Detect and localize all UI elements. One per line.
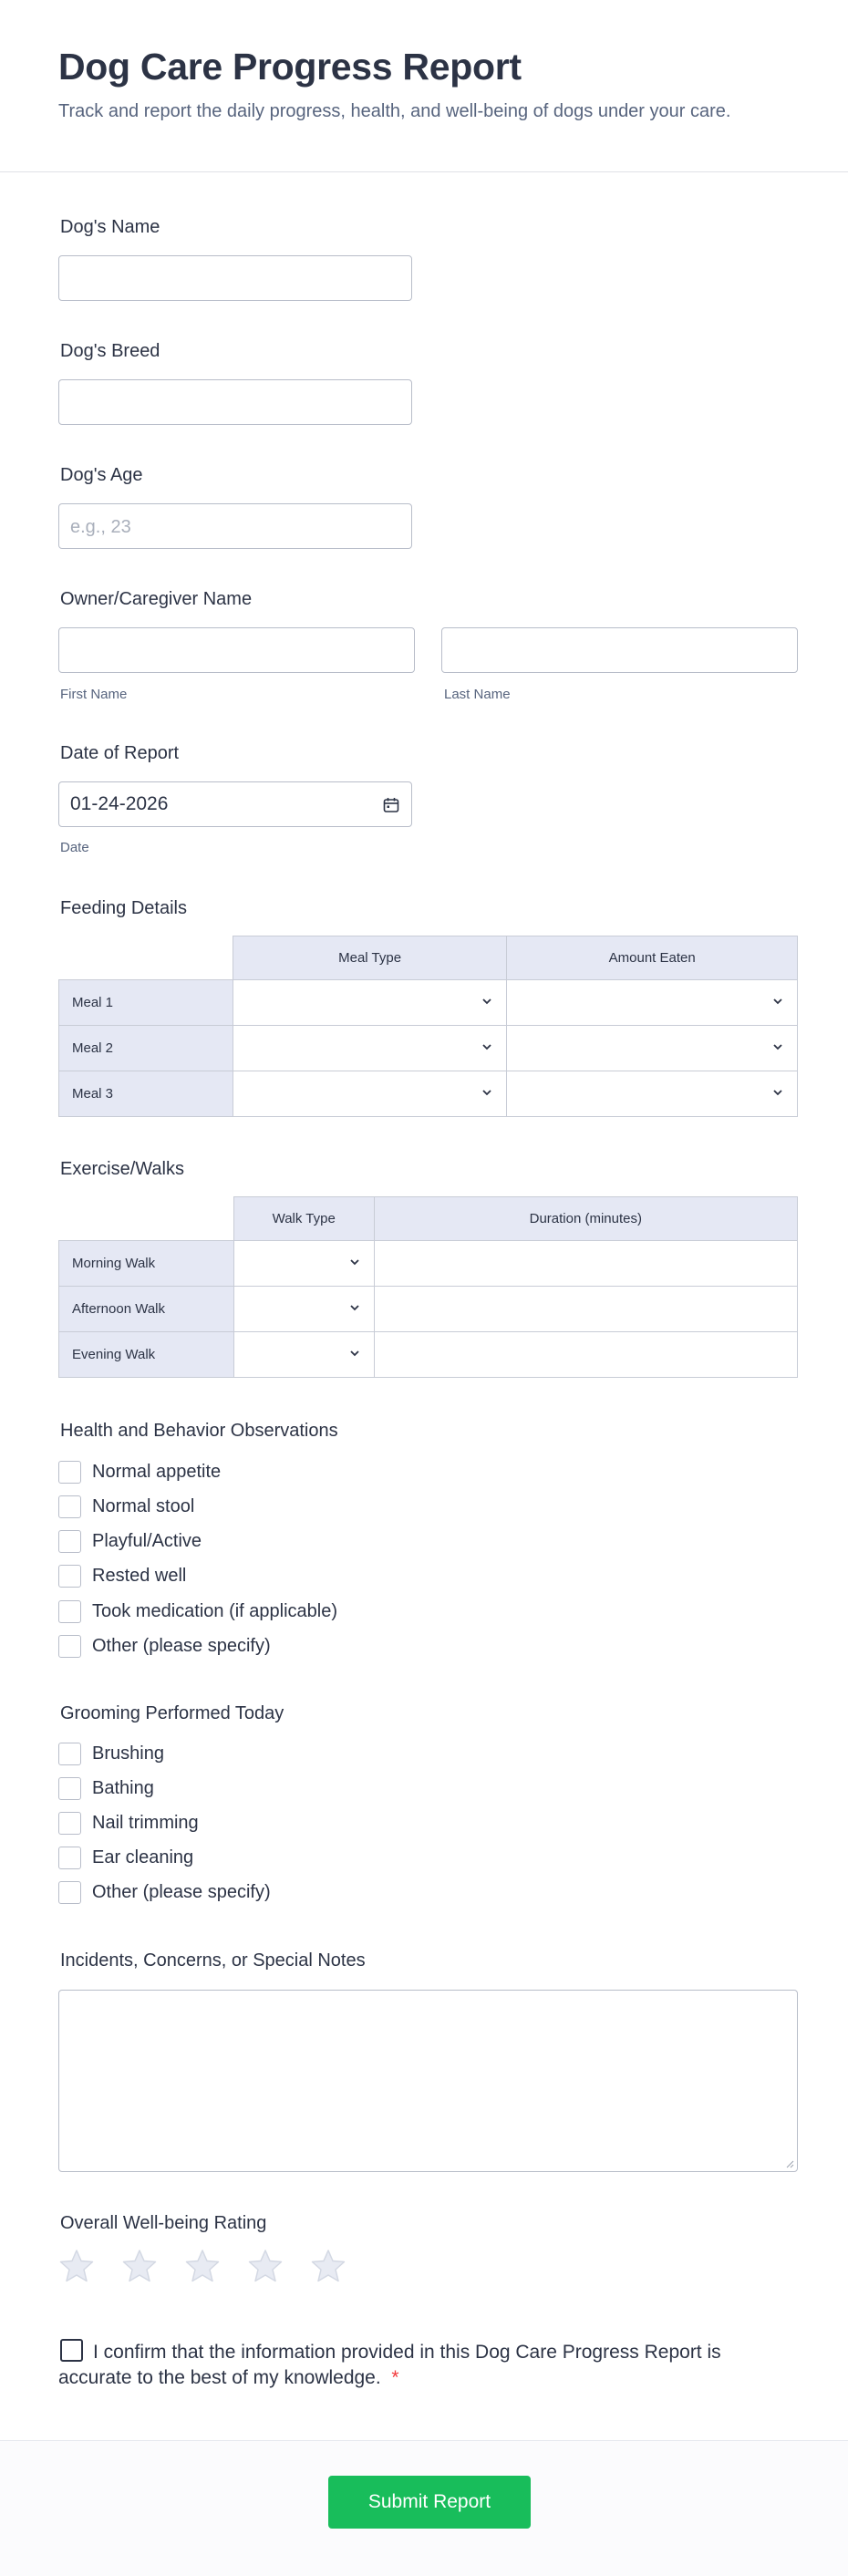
- report-date-input[interactable]: [58, 781, 412, 827]
- amount-eaten-select[interactable]: [507, 980, 798, 1026]
- walk-type-select[interactable]: [233, 1241, 374, 1287]
- amount-eaten-select[interactable]: [507, 1026, 798, 1071]
- checkbox[interactable]: [58, 1635, 81, 1658]
- chevron-down-icon: [481, 1086, 493, 1099]
- report-date-sublabel: Date: [60, 840, 89, 855]
- star-icon[interactable]: [247, 2248, 284, 2284]
- chevron-down-icon: [481, 995, 493, 1008]
- owner-name-label: Owner/Caregiver Name: [60, 589, 253, 609]
- chevron-down-icon: [771, 995, 784, 1008]
- checkbox[interactable]: [58, 1461, 81, 1484]
- checkbox[interactable]: [58, 1881, 81, 1904]
- chevron-down-icon: [481, 1040, 493, 1053]
- feeding-row-label: Meal 1: [59, 980, 233, 1026]
- exercise-col-duration: Duration (minutes): [374, 1197, 797, 1241]
- submit-button[interactable]: Submit Report: [328, 2476, 531, 2529]
- chevron-down-icon: [348, 1256, 361, 1268]
- star-icon[interactable]: [121, 2248, 158, 2284]
- feeding-table: [58, 936, 798, 1117]
- feeding-col-amount-eaten: Amount Eaten: [507, 936, 798, 980]
- exercise-label: Exercise/Walks: [60, 1159, 184, 1179]
- star-icon[interactable]: [184, 2248, 221, 2284]
- dog-breed-label: Dog's Breed: [60, 341, 160, 361]
- rating-label: Overall Well-being Rating: [60, 2213, 267, 2233]
- page-title: Dog Care Progress Report: [58, 46, 522, 88]
- meal-type-select[interactable]: [233, 980, 507, 1026]
- checkbox[interactable]: [58, 1530, 81, 1553]
- exercise-row-label: Afternoon Walk: [59, 1287, 234, 1332]
- star-icon[interactable]: [310, 2248, 346, 2284]
- duration-input[interactable]: [374, 1241, 797, 1287]
- exercise-row-label: Morning Walk: [59, 1241, 234, 1287]
- star-icon[interactable]: [58, 2248, 95, 2284]
- walk-type-select[interactable]: [233, 1332, 374, 1378]
- health-label: Health and Behavior Observations: [60, 1421, 338, 1441]
- walk-type-select[interactable]: [233, 1287, 374, 1332]
- duration-input[interactable]: [374, 1332, 797, 1378]
- report-date-value: 01-24-2026: [70, 793, 169, 814]
- page-subtitle: Track and report the daily progress, health, and well-being of dogs under your care.: [58, 101, 731, 121]
- calendar-icon[interactable]: [382, 796, 400, 814]
- exercise-col-walk-type: Walk Type: [233, 1197, 374, 1241]
- checkbox[interactable]: [58, 1777, 81, 1800]
- checkbox[interactable]: [58, 1565, 81, 1588]
- resize-handle-icon[interactable]: [785, 2159, 794, 2168]
- report-date-label: Date of Report: [60, 743, 180, 763]
- chevron-down-icon: [348, 1301, 361, 1314]
- checkbox[interactable]: [58, 1812, 81, 1835]
- exercise-table: [58, 1196, 798, 1378]
- feeding-label: Feeding Details: [60, 898, 187, 918]
- checkbox[interactable]: [58, 1847, 81, 1869]
- dog-name-label: Dog's Name: [60, 217, 160, 237]
- last-name-sublabel: Last Name: [444, 687, 511, 702]
- notes-textarea[interactable]: [58, 1990, 798, 2172]
- required-mark: *: [391, 2367, 399, 2388]
- checkbox[interactable]: [58, 1495, 81, 1518]
- dog-name-input[interactable]: [58, 255, 412, 301]
- chevron-down-icon: [771, 1040, 784, 1053]
- feeding-row-label: Meal 2: [59, 1026, 233, 1071]
- chevron-down-icon: [771, 1086, 784, 1099]
- grooming-label: Grooming Performed Today: [60, 1703, 284, 1723]
- confirm-statement: [58, 2340, 751, 2391]
- checkbox[interactable]: [58, 1600, 81, 1623]
- amount-eaten-select[interactable]: [507, 1071, 798, 1117]
- exercise-corner: [59, 1197, 234, 1241]
- feeding-col-meal-type: Meal Type: [233, 936, 507, 980]
- feeding-row-label: Meal 3: [59, 1071, 233, 1117]
- form-header: [0, 0, 848, 172]
- feeding-corner: [59, 936, 233, 980]
- dog-age-input[interactable]: [58, 503, 412, 549]
- duration-input[interactable]: [374, 1287, 797, 1332]
- dog-age-placeholder: e.g., 23: [70, 517, 131, 537]
- exercise-row-label: Evening Walk: [59, 1332, 234, 1378]
- meal-type-select[interactable]: [233, 1026, 507, 1071]
- dog-age-label: Dog's Age: [60, 465, 143, 485]
- first-name-sublabel: First Name: [60, 687, 128, 702]
- dog-breed-input[interactable]: [58, 379, 412, 425]
- owner-first-name-input[interactable]: [58, 627, 415, 673]
- notes-label: Incidents, Concerns, or Special Notes: [60, 1950, 366, 1971]
- form-footer: [0, 2440, 848, 2576]
- owner-last-name-input[interactable]: [441, 627, 798, 673]
- meal-type-select[interactable]: [233, 1071, 507, 1117]
- checkbox[interactable]: [58, 1743, 81, 1765]
- chevron-down-icon: [348, 1347, 361, 1360]
- confirm-text: I confirm that the information provided in this Dog Care Progress Report is accurate to the best of my knowledge.: [58, 2342, 721, 2388]
